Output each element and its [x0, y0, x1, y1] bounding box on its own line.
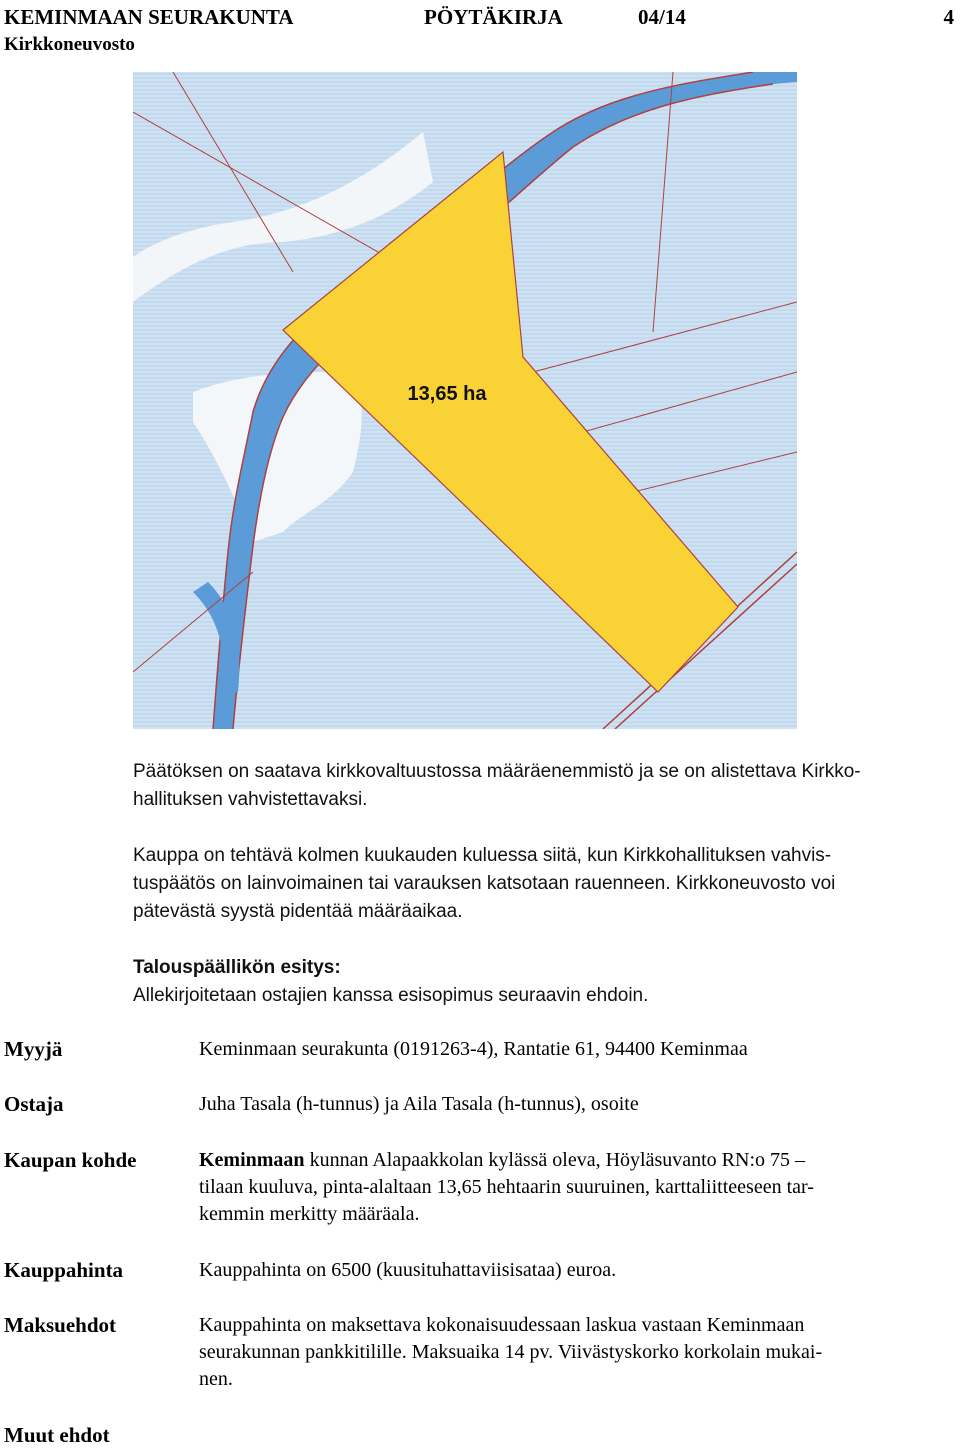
payment-line: seurakunnan pankkitilille. Maksuaika 14 pv. Viivästyskorko korkolain mukai-	[199, 1341, 823, 1363]
paragraph-line: pätevästä syystä pidentää määräaikaa.	[133, 901, 463, 922]
payment-line: Kauppahinta on maksettava kokonaisuudessaan laskua vastaan Keminmaan	[199, 1314, 805, 1336]
seller-value: Keminmaan seurakunta (0191263-4), Rantatie 61, 94400 Keminmaa	[199, 1038, 748, 1060]
object-line: kemmin merkitty määräala.	[199, 1203, 420, 1225]
map-graphic	[133, 72, 797, 729]
property-map	[133, 72, 797, 729]
governing-body: Kirkkoneuvosto	[4, 34, 135, 55]
object-line-rest: kunnan Alapaakkolan kylässä oleva, Höyläsuvanto RN:o 75 –	[304, 1149, 806, 1171]
object-municipality: Keminmaan	[199, 1149, 305, 1171]
paragraph-line: tuspäätös on lainvoimainen tai varauksen katsotaan rauenneen. Kirkkoneuvosto voi	[133, 873, 836, 894]
proposal-section	[133, 954, 943, 1010]
payment-line: nen.	[199, 1368, 233, 1390]
object-label: Kaupan kohde	[4, 1148, 137, 1172]
paragraph-deadline	[133, 842, 943, 926]
paragraph-line: Päätöksen on saatava kirkkovaltuustossa määräenemmistö ja se on alistettava Kirkko-	[133, 761, 861, 782]
document-type: PÖYTÄKIRJA	[424, 5, 563, 29]
proposal-heading: Talouspäällikön esitys:	[133, 957, 341, 978]
paragraph-approval	[133, 758, 943, 814]
price-value: Kauppahinta on 6500 (kuusituhattaviisisataa) euroa.	[199, 1259, 617, 1281]
area-label: 13,65 ha	[407, 383, 487, 405]
price-label: Kauppahinta	[4, 1258, 124, 1282]
page-number: 4	[943, 5, 954, 29]
buyer-value: Juha Tasala (h-tunnus) ja Aila Tasala (h-tunnus), osoite	[199, 1093, 639, 1115]
payment-label: Maksuehdot	[4, 1313, 117, 1337]
proposal-text: Allekirjoitetaan ostajien kanssa esisopimus seuraavin ehdoin.	[133, 985, 649, 1006]
paragraph-line: Kauppa on tehtävä kolmen kuukauden kuluessa siitä, kun Kirkkohallituksen vahvis-	[133, 845, 832, 866]
object-line	[199, 1147, 939, 1174]
document-number: 04/14	[638, 5, 686, 29]
other-terms-label: Muut ehdot	[4, 1423, 110, 1447]
seller-label: Myyjä	[4, 1037, 63, 1061]
object-value	[199, 1147, 939, 1228]
object-line: tilaan kuuluva, pinta-alaltaan 13,65 hehtaarin suuruinen, karttaliitteeseen tar-	[199, 1176, 814, 1198]
payment-value	[199, 1312, 939, 1393]
organization-name: KEMINMAAN SEURAKUNTA	[4, 5, 294, 29]
paragraph-line: hallituksen vahvistettavaksi.	[133, 789, 368, 810]
buyer-label: Ostaja	[4, 1092, 64, 1116]
